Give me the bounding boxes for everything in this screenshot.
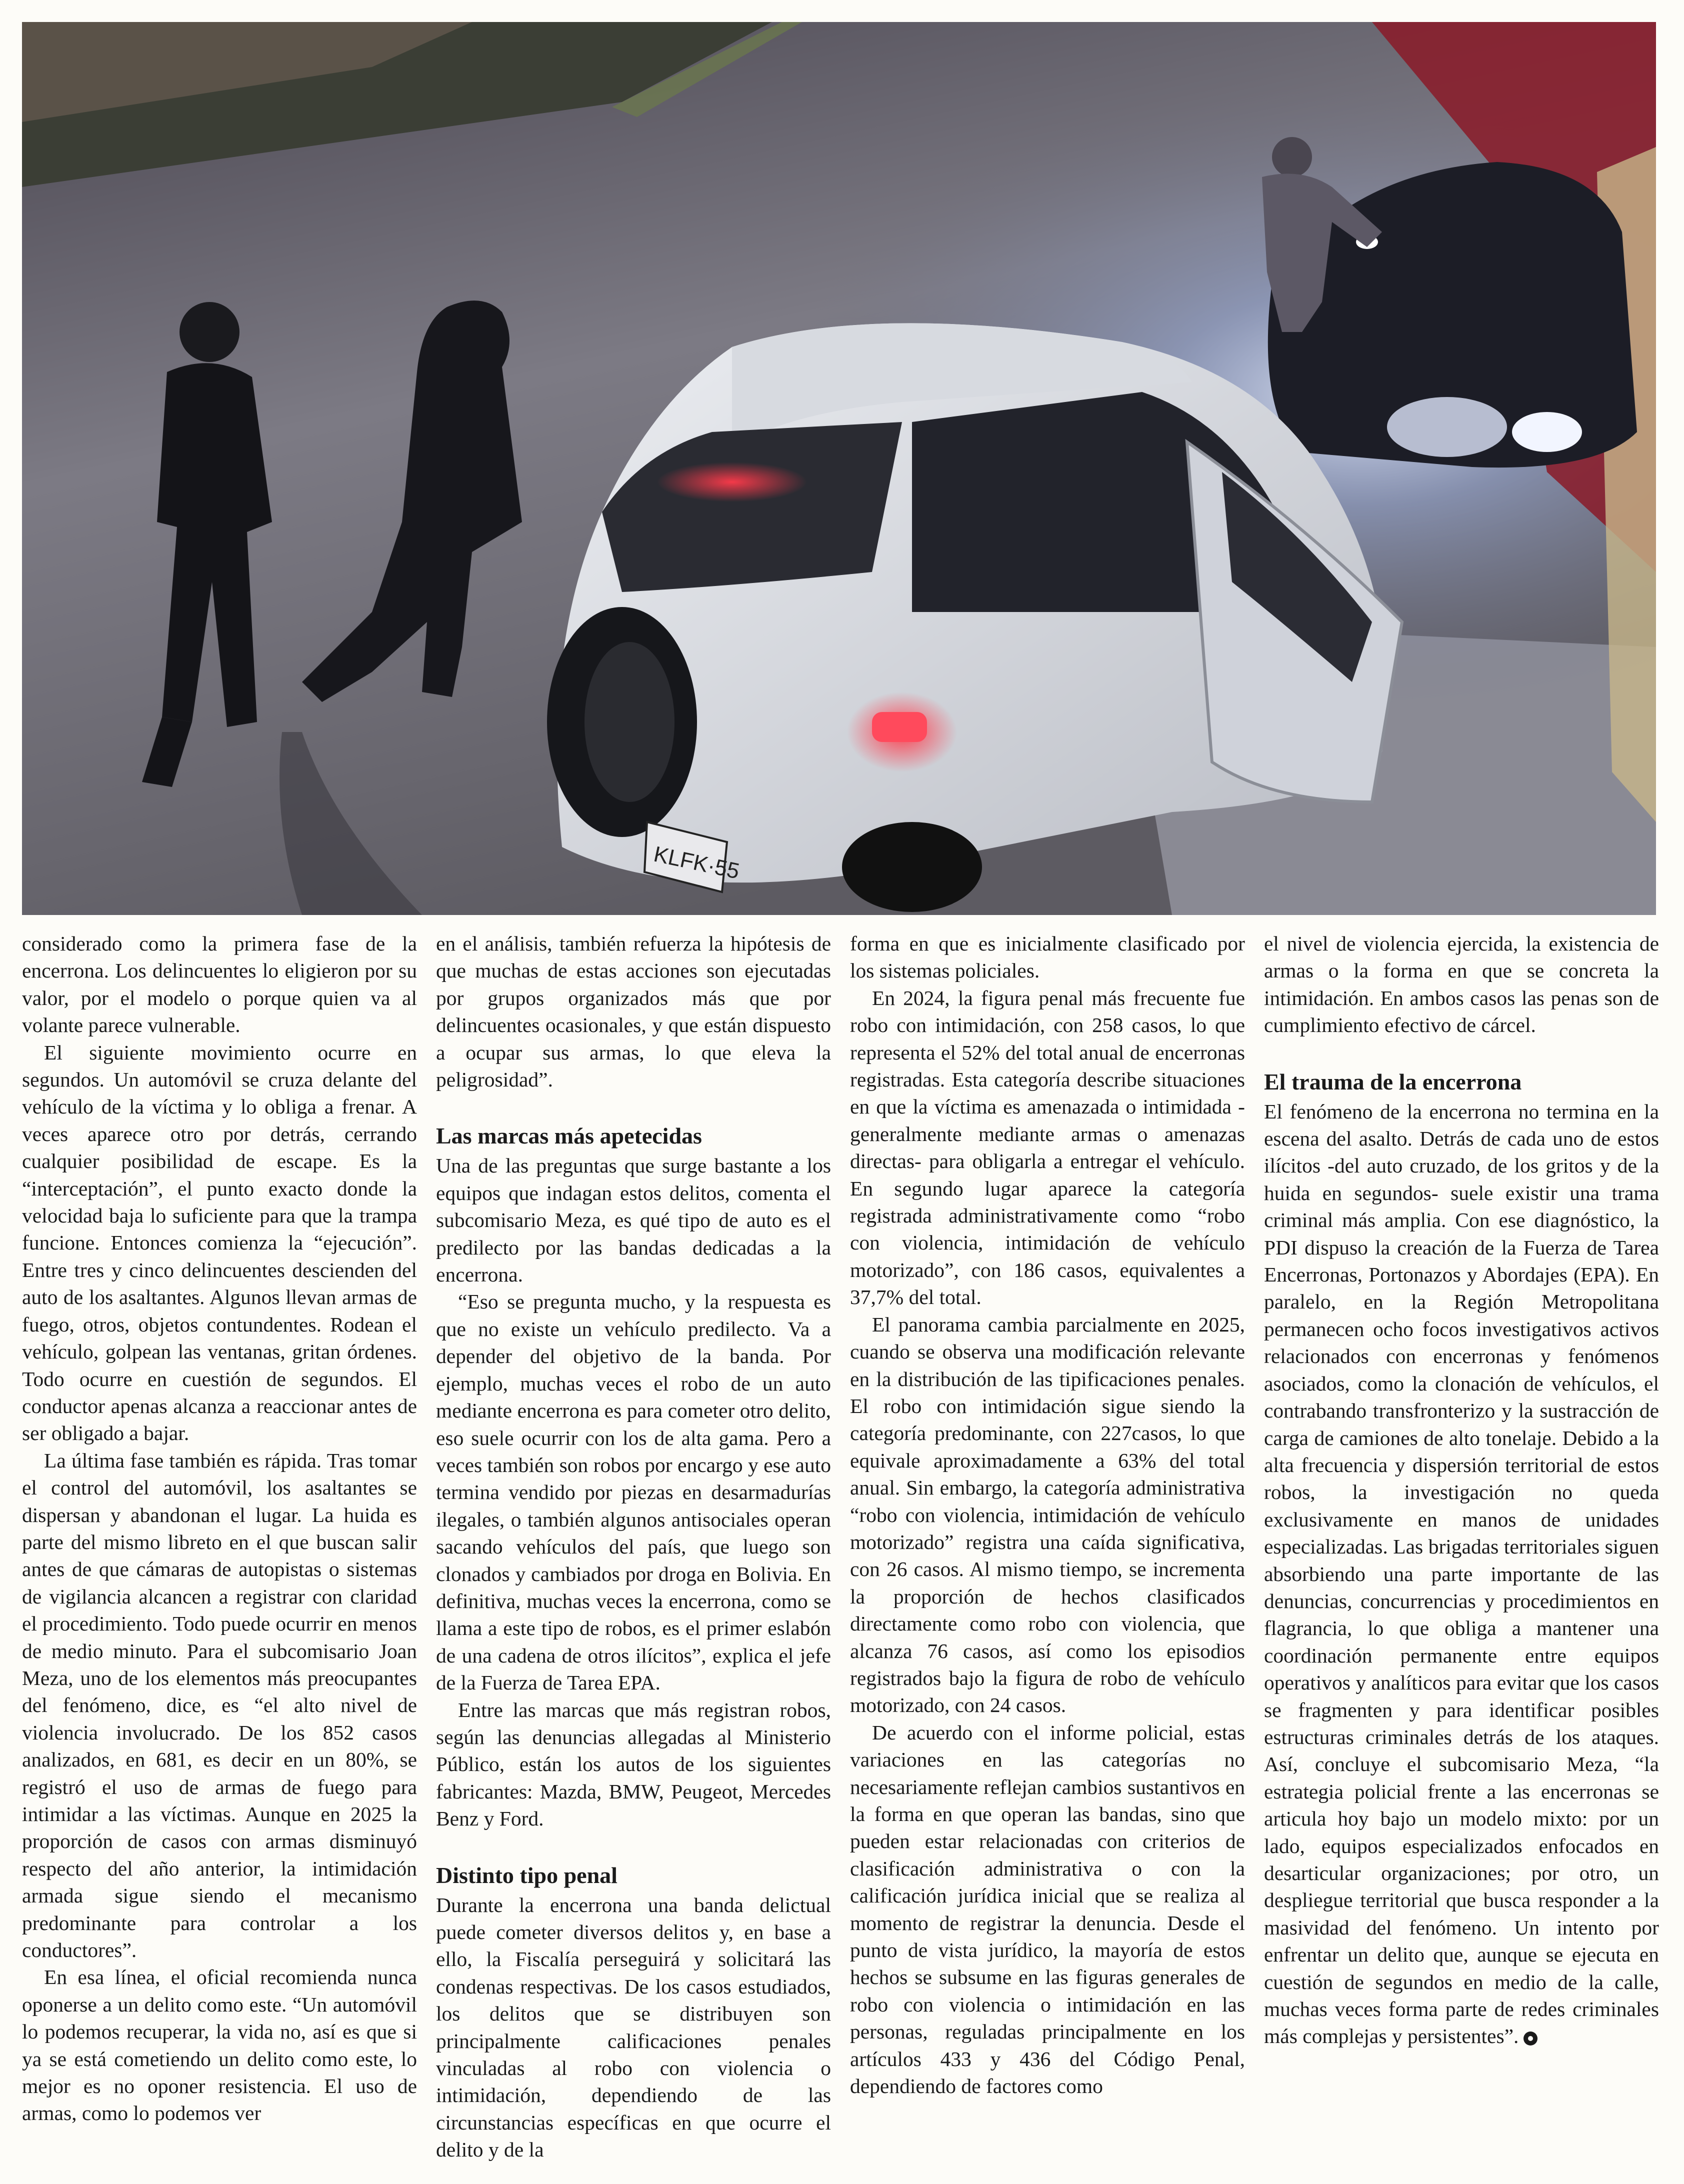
paragraph: el nivel de violencia ejercida, la existencia de armas o la forma en que se concreta la intimidación. En ambos casos las penas son de cumplimiento efectivo de cárcel. [1264, 932, 1659, 1037]
paragraph: De acuerdo con el informe policial, estas variaciones en las categorías no necesariamente reflejan cambios sustantivos en la forma en que operan las bandas, sino que pueden estar relacionadas con criterios de clasificación administrativa o con la calificación jurídica inicial que se realiza al momento de registrar la denuncia. Desde el punto de vista jurídico, la mayoría de estos hechos se subsume en las figuras generales de robo con violencia o intimidación en las personas, reguladas principalmente en los artículos 433 y 436 del Código Penal, dependiendo de factores como [850, 1720, 1245, 2098]
paragraph: La última fase también es rápida. Tras tomar el control del automóvil, los asaltantes se dispersan y abandonan el lugar. La huida es parte del mismo libreto en el que buscan salir antes de que cámaras de autopistas o sistemas de vigilancia alcancen a registrar con claridad el procedimiento. Todo puede ocurrir en menos de medio minuto. Para el subcomisario Joan Meza, uno de los elementos más preocupantes del fenómeno, dice, es “el alto nivel de violencia involucrado. De los 852 casos analizados, en 681, es decir en un 80%, se registró el uso de armas de fuego para intimidar a las víctimas. Aunque en 2025 la proporción de casos con armas disminuyó respecto del año anterior, la intimidación armada sigue siendo el mecanismo predominante para controlar a los conductores”. [22, 1448, 417, 1962]
carjacking-surveillance-image [22, 22, 1656, 915]
paragraph: en el análisis, también refuerza la hipótesis de que muchas de estas acciones son ejecutadas por grupos organizados más que por delincuentes ocasionales, y que están dispuesto a ocupar sus armas, lo que eleva la peligrosidad”. [436, 932, 831, 1092]
paragraph: Una de las preguntas que surge bastante a los equipos que indagan estos delitos, comenta el subcomisario Meza, es qué tipo de auto es el predilecto por las bandas dedicadas a la encerrona. [436, 1154, 831, 1286]
paragraph: “Eso se pregunta mucho, y la respuesta es que no existe un vehículo predilecto. Va a depender del objetivo de la banda. Por ejemplo, muchas veces el robo de un auto mediante encerrona es para cometer otro delito, eso suele ocurrir con los de alta gama. Pero a veces también son robos por encargo y ese auto termina vendido por piezas en desarmadurías ilegales, o también algunos antisociales operan sacando vehículos del país, que luego son clonados y cambiados por droga en Bolivia. En definitiva, muchas veces la encerrona, como se llama a este tipo de robos, es el primer eslabón de una cadena de otros ilícitos”, explica el jefe de la Fuerza de Tarea EPA. [436, 1290, 831, 1694]
article-column-2 [436, 930, 831, 2165]
paragraph: forma en que es inicialmente clasificado por los sistemas policiales. [850, 932, 1245, 982]
paragraph: El panorama cambia parcialmente en 2025, cuando se observa una modificación relevante en la distribución de las tipificaciones penales. El robo con intimidación sigue siendo la categoría predominante, con 227casos, lo que equivale aproximadamente a 63% del total anual. Sin embargo, la categoría administrativa “robo con violencia, intimidación de vehículo motorizado” registra una caída significativa, con 26 casos. Al mismo tiempo, se incrementa la proporción de hechos clasificados directamente como robo con violencia, que alcanza 76 casos, así como los episodios registrados bajo la figura de robo de vehículo motorizado, con 24 casos. [850, 1312, 1245, 1717]
subheading: Las marcas más apetecidas [436, 1123, 702, 1149]
end-of-article-icon [1524, 2032, 1538, 2046]
paragraph: En 2024, la figura penal más frecuente fue robo con intimidación, con 258 casos, lo que representa el 52% del total anual de encerronas registradas. Esta categoría describe situaciones en que la víctima es amenazada o intimidada -generalmente mediante armas o amenazas directas- para obligarla a entregar el vehículo. En segundo lugar aparece la categoría registrada administrativamente como “robo con violencia, intimidación de vehículo motorizado”, con 186 casos, equivalentes a 37,7% del total. [850, 986, 1245, 1309]
paragraph: considerado como la primera fase de la encerrona. Los delincuentes lo eligieron por su valor, por el modelo o porque quien va al volante parece vulnerable. [22, 932, 417, 1037]
paragraph: En esa línea, el oficial recomienda nunca oponerse a un delito como este. “Un automóvil lo podemos recuperar, la vida no, así es que si ya se está cometiendo un delito como este, lo mejor es no oponer resistencia. El uso de armas, como lo podemos ver [22, 1966, 417, 2125]
license-plate-text: KLFK·55 [652, 842, 742, 884]
paragraph: El siguiente movimiento ocurre en segundos. Un automóvil se cruza delante del vehículo de la víctima y lo obliga a frenar. A veces aparece otro por detrás, cerrando cualquier posibilidad de escape. Es la “interceptación”, el punto exacto donde la velocidad baja lo suficiente para que la trampa funcione. Entonces comienza la “ejecución”. Entre tres y cinco delincuentes descienden del auto de los asaltantes. Algunos llevan armas de fuego, otros, objetos contundentes. Rodean el vehículo, golpean las ventanas, gritan órdenes. Todo ocurre en cuestión de segundos. El conductor apenas alcanza a reaccionar antes de ser obligado a bajar. [22, 1040, 417, 1445]
article-photo [22, 22, 1656, 915]
paragraph: Entre las marcas que más registran robos, según las denuncias allegadas al Ministerio Público, están los autos de los siguientes fabricantes: Mazda, BMW, Peugeot, Mercedes Benz y Ford. [436, 1698, 831, 1830]
article-column-1 [22, 930, 417, 2165]
subheading: Distinto tipo penal [436, 1862, 618, 1888]
paragraph: Durante la encerrona una banda delictual puede cometer diversos delitos y, en base a ello, la Fiscalía perseguirá y solicitará las condenas respectivas. De los casos estudiados, los delitos que se distribuyen son principalmente calificaciones penales vinculadas al robo con violencia o intimidación, dependiendo de las circunstancias específicas en que ocurre el delito y de la [436, 1893, 831, 2162]
final-paragraph [1264, 1098, 1659, 2050]
article-column-3 [850, 930, 1245, 2165]
subheading: El trauma de la encerrona [1264, 1068, 1522, 1094]
article-column-4 [1264, 930, 1659, 2165]
paragraph-text: El fenómeno de la encerrona no termina en la escena del asalto. Detrás de cada uno de estos ilícitos -del auto cruzado, de los gritos y de la huida en segundos- suele existir una trama criminal más amplia. Con ese diagnóstico, la PDI dispuso la creación de la Fuerza de Tarea Encerronas, Portonazos y Abordajes (EPA). En paralelo, en la Región Metropolitana permanecen ocho focos investigativos activos relacionados con encerronas y fenómenos asociados, como la clonación de vehículos, el contrabando transfronterizo y la sustracción de carga de camiones de alto tonelaje. Debido a la alta frecuencia y dispersión territorial de estos robos, la investigación no queda exclusivamente en manos de unidades especializadas. Las brigadas territoriales siguen absorbiendo una parte importante de las denuncias, concurrencias y procedimientos en flagrancia, lo que obliga a mantener una coordinación permanente entre equipos operativos y analíticos para evitar que los casos se fragmenten y para identificar posibles estructuras criminales detrás de los ataques. Así, concluye el subcomisario Meza, “la estrategia policial frente a las encerronas se articula hoy bajo un modelo mixto: por un lado, equipos especializados enfocados en desarticular organizaciones; por otro, un despliegue territorial que busca responder a la masividad del fenómeno. Un intento por enfrentar un delito que, aunque se ejecuta en cuestión de segundos en medio de la calle, muchas veces forma parte de redes criminales más complejas y persistentes”. [1264, 1100, 1659, 2048]
